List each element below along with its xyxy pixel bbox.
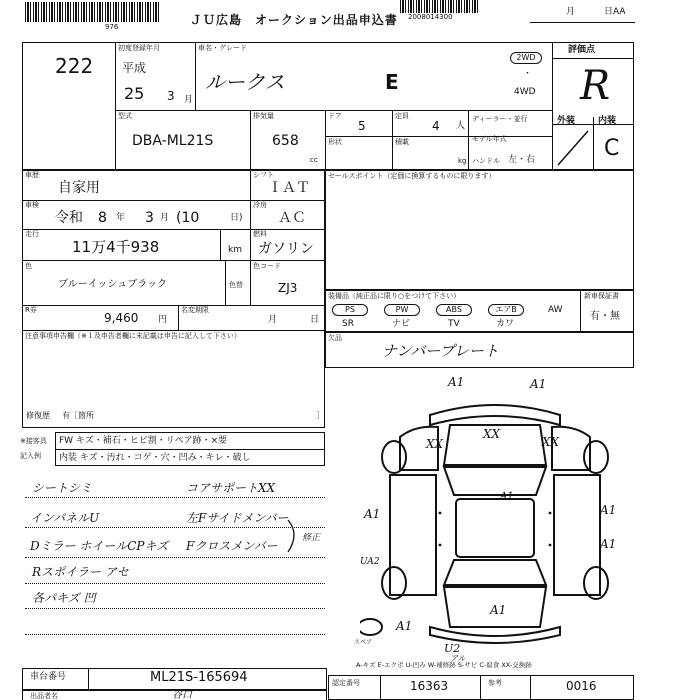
color-chip-divider bbox=[225, 260, 226, 305]
car-grade: E bbox=[385, 70, 399, 94]
row1-divider bbox=[115, 110, 552, 111]
capacity-label: 定員 bbox=[395, 112, 409, 120]
note-left-2: Dミラー ホイールCPキズ bbox=[30, 539, 169, 553]
exterior-slash-mark bbox=[555, 127, 591, 169]
load-label: 積載 bbox=[395, 138, 409, 146]
doors-divider bbox=[392, 110, 393, 170]
left-mid-divider bbox=[250, 170, 251, 305]
cert-div-1 bbox=[380, 675, 381, 700]
doors-value: 5 bbox=[358, 119, 366, 133]
note-left-4: 各パキズ 凹 bbox=[32, 591, 96, 605]
row-mileage-bottom bbox=[22, 260, 325, 261]
first-reg-era: 平成 bbox=[122, 61, 147, 75]
mark-left-rear: UA2 bbox=[360, 557, 380, 567]
model-label: 型式 bbox=[118, 112, 132, 120]
right-barcode-number: 2008014300 bbox=[408, 13, 453, 21]
cert-value: 16363 bbox=[410, 679, 449, 693]
doors-label: ドア bbox=[328, 112, 342, 120]
note-right-3: 修正 bbox=[302, 533, 321, 543]
color-code-label: 色コード bbox=[253, 262, 281, 270]
mark-right-door-2: A1 bbox=[600, 537, 617, 551]
missing-value: ナンバープレート bbox=[382, 342, 499, 360]
mileage-value: 11万4千938 bbox=[72, 238, 160, 256]
note-right-2: Fクロスメンバー bbox=[186, 539, 278, 553]
rating-label: 評価点 bbox=[568, 45, 596, 55]
missing-label: 欠品 bbox=[328, 334, 342, 342]
drive-2wd-circled: 2WD bbox=[510, 52, 542, 64]
mark-right-fender: XX bbox=[542, 435, 560, 449]
damage-label-1: ※接客具 bbox=[20, 437, 47, 445]
name-change-day: 日 bbox=[310, 315, 320, 325]
top-barcode-number: 976 bbox=[105, 23, 119, 31]
car-right-divider bbox=[552, 42, 553, 170]
equip-navi: ナビ bbox=[392, 319, 411, 329]
mark-rear-bottom: U2 bbox=[444, 642, 461, 655]
damage-label-2: 記入例 bbox=[20, 452, 41, 460]
note-right-0: コアサポートXX bbox=[186, 481, 276, 495]
inspection-year-unit: 年 bbox=[116, 213, 126, 223]
ac-label: 冷房 bbox=[253, 201, 267, 209]
first-reg-month: 3 bbox=[167, 89, 175, 103]
r-deposit-label: R券 bbox=[25, 306, 37, 314]
damage-row1: FW キズ・補石・ヒビ割・リペア跡・×要 bbox=[59, 436, 228, 446]
equip-abs: ABS bbox=[436, 304, 472, 316]
capacity-value: 4 bbox=[432, 119, 440, 133]
fuel-label: 燃料 bbox=[253, 230, 267, 238]
equip-ps: PS bbox=[332, 304, 368, 316]
seller-label: 出品者名 bbox=[30, 692, 58, 700]
cert-div-3 bbox=[530, 675, 531, 700]
disp-divider bbox=[325, 110, 326, 170]
first-reg-year: 25 bbox=[124, 84, 145, 103]
mark-top-left: A1 bbox=[448, 375, 465, 389]
mark-roof: A1 bbox=[500, 491, 514, 502]
r-deposit-unit: 円 bbox=[158, 315, 168, 325]
form-title: ＪＵ広島 オークション出品申込書 bbox=[190, 13, 398, 27]
displacement-unit: cc bbox=[310, 156, 318, 164]
model-divider bbox=[250, 110, 251, 170]
note-bracket bbox=[284, 516, 306, 556]
color-value: ブルーイッシュブラック bbox=[58, 279, 167, 290]
top-barcode bbox=[25, 2, 160, 22]
shift-value: ＩＡＴ bbox=[268, 180, 310, 196]
rating-ext-int-divider bbox=[593, 117, 594, 170]
right-barcode bbox=[400, 0, 480, 13]
mileage-unit: km bbox=[228, 245, 242, 255]
chassis-value: ML21S-165694 bbox=[150, 670, 248, 685]
ac-value: ＡＣ bbox=[278, 210, 306, 226]
inspection-day: (10 bbox=[176, 210, 200, 226]
equip-tv: TV bbox=[448, 319, 460, 329]
interior-grade: C bbox=[604, 136, 620, 161]
note-right-1: 左Fサイドメンバー bbox=[186, 511, 289, 525]
rating-ext-label: 外装 bbox=[557, 116, 576, 126]
ref-value: 0016 bbox=[566, 679, 597, 693]
name-change-label: 名変期限 bbox=[181, 306, 209, 314]
mark-left-door: A1 bbox=[364, 507, 381, 521]
name-change-month: 月 bbox=[268, 315, 278, 325]
chassis-label: 車台番号 bbox=[30, 672, 67, 682]
load-unit: kg bbox=[458, 157, 467, 165]
usage-label: 車歴 bbox=[25, 171, 39, 179]
row-insp-bottom bbox=[22, 229, 325, 230]
row-usage-bottom bbox=[22, 200, 325, 201]
footer-chassis-divider bbox=[88, 668, 89, 690]
handle-label: ハンドル bbox=[472, 157, 500, 165]
firstreg-divider bbox=[195, 42, 196, 110]
rating-int-label: 内装 bbox=[598, 116, 617, 126]
notes-label: 注意事項申告欄（※１及申告者欄に未記載は申告に記入して下さい） bbox=[25, 332, 241, 340]
r-deposit-value: 9,460 bbox=[104, 311, 139, 325]
mark-spare: スペア bbox=[354, 639, 373, 646]
cap-divider bbox=[468, 110, 469, 170]
recycle-label: 新車保証書 bbox=[584, 292, 619, 300]
main-top-box bbox=[22, 42, 634, 170]
sales-point-label: セールスポイント（定価に換算するものに限ります） bbox=[328, 172, 496, 180]
damage-row2: 内装 キズ・汚れ・コゲ・穴・凹み・キレ・破し bbox=[59, 453, 251, 463]
cert-div-2 bbox=[480, 675, 481, 700]
damage-legend: A-キズ E-エクボ U-凹み W-補修跡 S-サビ C-腐食 XX-交換跡 bbox=[356, 661, 532, 669]
row-rdep-bottom bbox=[22, 330, 325, 331]
equip-airbag: エアB bbox=[488, 304, 524, 316]
mark-hood: XX bbox=[483, 427, 501, 441]
km-divider bbox=[220, 229, 221, 260]
drive-4wd: 4WD bbox=[514, 87, 536, 97]
first-reg-label: 初度登録年月 bbox=[118, 44, 160, 52]
dealer-label: ディーラー・並行 bbox=[472, 115, 528, 123]
rdep-divider bbox=[178, 305, 179, 330]
inspection-month-unit: 月 bbox=[160, 213, 170, 223]
inspection-era: 令和 bbox=[55, 210, 83, 226]
inspection-month: 3 bbox=[145, 210, 154, 226]
mark-rear-quarter-left: A1 bbox=[396, 619, 413, 633]
drive-dot: ・ bbox=[523, 69, 533, 79]
inspection-label: 車検 bbox=[25, 201, 39, 209]
equip-leather: カワ bbox=[496, 319, 515, 329]
first-reg-month-unit: 月 bbox=[184, 95, 194, 105]
mark-top-right: A1 bbox=[530, 377, 547, 391]
repair-close: ］ bbox=[316, 411, 324, 420]
day-label: 日AA bbox=[604, 7, 626, 17]
mark-right-door: A1 bbox=[600, 503, 617, 517]
cert-label: 認定番号 bbox=[332, 679, 360, 687]
fuel-value: ガソリン bbox=[258, 241, 314, 257]
rating-header-bottom bbox=[552, 58, 634, 59]
equipment-label: 装備品（純正品に限り○をつけて下さい） bbox=[328, 292, 461, 300]
capacity-unit: 人 bbox=[456, 121, 466, 131]
sales-point-box bbox=[325, 170, 634, 290]
color-label: 色 bbox=[25, 262, 32, 270]
note-left-3: Rスポイラー アセ bbox=[32, 565, 129, 579]
mileage-label: 走行 bbox=[25, 230, 39, 238]
model-year-label: モデル年式 bbox=[472, 135, 507, 143]
recycle-value: 有・無 bbox=[590, 311, 620, 322]
color-code-value: ZJ3 bbox=[278, 281, 298, 295]
left-details-box bbox=[22, 170, 325, 428]
month-label: 月 bbox=[566, 7, 576, 17]
note-left-1: インパネルU bbox=[30, 511, 100, 525]
mark-rear-bottom-2: アル bbox=[450, 654, 466, 663]
car-name-label: 車名・グレード bbox=[198, 44, 247, 52]
shape-label: 形状 bbox=[328, 138, 342, 146]
row-color-bottom bbox=[22, 305, 325, 306]
repair-label: 修復歴 bbox=[26, 411, 50, 420]
shift-label: シフト bbox=[253, 171, 274, 179]
shape-divider bbox=[325, 136, 552, 137]
date-underline bbox=[530, 22, 635, 23]
inspection-day-unit: 日) bbox=[230, 213, 243, 223]
lot-number: 222 bbox=[55, 54, 94, 78]
lot-divider bbox=[115, 42, 116, 170]
displacement-label: 排気量 bbox=[253, 112, 274, 120]
ref-label: 参考 bbox=[488, 679, 502, 687]
mark-left-fender: XX bbox=[426, 437, 444, 451]
model-value: DBA-ML21S bbox=[132, 133, 214, 149]
usage-value: 自家用 bbox=[58, 180, 100, 196]
note-left-0: シートシミ bbox=[32, 481, 93, 495]
seller-value: 谷口 bbox=[172, 690, 192, 700]
inspection-year: 8 bbox=[98, 210, 107, 226]
damage-example-divider bbox=[55, 449, 325, 450]
equip-pw: PW bbox=[384, 304, 420, 316]
displacement-value: 658 bbox=[272, 133, 299, 149]
repair-value: 有［箇所 bbox=[62, 411, 94, 420]
rating-value: R bbox=[580, 63, 611, 109]
equip-recycle-divider bbox=[580, 290, 581, 332]
handle-value: 左・右 bbox=[508, 155, 536, 165]
car-name: ルークス bbox=[205, 70, 285, 94]
equip-aw: AW bbox=[548, 305, 563, 315]
color-chip-label: 色替 bbox=[229, 281, 243, 289]
mark-rear-gate: A1 bbox=[490, 603, 507, 617]
equip-sr: SR bbox=[342, 319, 354, 329]
